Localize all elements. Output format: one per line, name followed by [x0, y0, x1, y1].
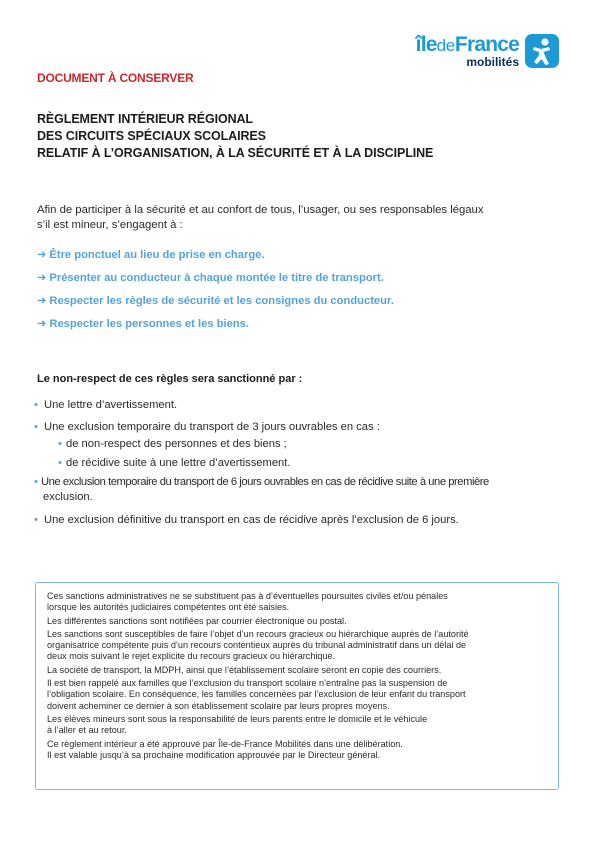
- info-line: La société de transport, la MDPH, ainsi que l’établissement scolaire seront en copie des courriers.: [47, 664, 442, 675]
- rule-text: Respecter les personnes et les biens.: [49, 318, 249, 330]
- info-line: Il est valable jusqu’à sa prochaine modification approuvée par le Directeur général.: [47, 749, 381, 760]
- sanction-subitem-text: de récidive suite à une lettre d’avertissement.: [66, 456, 291, 469]
- info-paragraph: [47, 739, 546, 762]
- sanction-text: Une lettre d’avertissement.: [44, 399, 178, 411]
- info-line: lorsque les autorités judiciaires compétentes ont été saisies.: [47, 602, 290, 613]
- info-line: à l’aller et au retour.: [47, 725, 127, 736]
- info-line: Les différentes sanctions sont notifiées par courrier électronique ou postal.: [47, 615, 347, 626]
- sanctions-heading: Le non-respect de ces règles sera sanctionné par :: [37, 373, 303, 385]
- bullet-icon: •: [34, 420, 38, 433]
- rule-item: [37, 247, 394, 270]
- sanction-text: Une exclusion temporaire du transport de 6 jours ouvrables en cas de récidive suite à une première: [41, 476, 489, 488]
- info-paragraph: [47, 629, 546, 663]
- rule-text: Respecter les règles de sécurité et les consignes du conducteur.: [49, 295, 394, 307]
- logo-wordmark: [416, 34, 519, 69]
- info-line: l’obligation scolaire. En conséquence, les familles concernées par l’exclusion de leur enfant du transport: [47, 689, 466, 700]
- info-line: Ces sanctions administratives ne se substituent pas à d’éventuelles poursuites civiles et/ou pénales: [47, 591, 448, 601]
- rule-text: Être ponctuel au lieu de prise en charge.: [49, 249, 265, 261]
- bullet-icon: •: [34, 399, 38, 411]
- info-line: Ce règlement intérieur a été approuvé par Île-de-France Mobilités dans une délibération.: [47, 738, 403, 749]
- rule-item: [37, 293, 394, 316]
- info-line: organisatrice compétente puis d’un recours contentieux auprès du tribunal administratif dans un délai de: [47, 640, 467, 651]
- rules-list: [37, 247, 394, 339]
- sanction-item: [34, 475, 564, 504]
- info-line: Les élèves mineurs sont sous la responsabilité de leurs parents entre le domicile et le véhicule: [47, 713, 428, 724]
- sanction-subitem: [34, 456, 564, 471]
- sanction-item: [34, 513, 564, 528]
- sanction-text-continued: exclusion.: [43, 490, 93, 503]
- bullet-icon: •: [58, 438, 62, 450]
- title-line-3: RELATIF À L’ORGANISATION, À LA SÉCURITÉ ET À LA DISCIPLINE: [37, 146, 434, 160]
- legal-info-box: [35, 582, 559, 790]
- arrow-right-icon: ➜: [37, 249, 47, 261]
- sanctions-list: [34, 398, 564, 528]
- sanction-text: Une exclusion définitive du transport en cas de récidive après l’exclusion de 6 jours.: [44, 514, 459, 526]
- logo-mobilites: mobilités: [466, 55, 519, 69]
- info-line: doivent acheminer ce dernier à son établissement scolaire par leurs propres moyens.: [47, 700, 390, 711]
- title-line-2: DES CIRCUITS SPÉCIAUX SCOLAIRES: [37, 129, 266, 143]
- intro-line-1: Afin de participer à la sécurité et au confort de tous, l’usager, ou ses responsables légaux: [37, 204, 484, 216]
- intro-paragraph: [37, 203, 567, 232]
- info-line: Il est bien rappelé aux familles que l’exclusion du transport scolaire n’entraîne pas la suspension de: [47, 678, 448, 689]
- logo-de: de: [436, 36, 455, 55]
- sanction-text: Une exclusion temporaire du transport de 3 jours ouvrables en cas :: [44, 420, 380, 433]
- bullet-icon: •: [34, 476, 38, 488]
- bullet-icon: •: [34, 514, 38, 526]
- intro-line-2: s’il est mineur, s’engagent à :: [37, 218, 183, 231]
- rule-item: [37, 316, 394, 339]
- ile-de-france-mobilites-logo: [389, 34, 559, 74]
- sanction-item: [34, 398, 564, 413]
- sanction-subitem: [34, 437, 564, 452]
- info-paragraph: [47, 678, 546, 712]
- arrow-right-icon: ➜: [37, 295, 47, 307]
- bullet-icon: •: [58, 456, 62, 469]
- pedestrian-icon: [525, 34, 559, 68]
- info-line: Les sanctions sont susceptibles de faire l’objet d’un recours gracieux ou hiérarchique auprès de l’autorité: [47, 628, 469, 639]
- rule-text: Présenter au conducteur à chaque montée le titre de transport.: [49, 272, 384, 284]
- title-line-1: RÈGLEMENT INTÉRIEUR RÉGIONAL: [37, 112, 253, 126]
- document-label: DOCUMENT À CONSERVER: [37, 71, 194, 85]
- info-paragraph: [47, 591, 546, 614]
- info-line: deux mois suivant le rejet explicite du recours gracieux ou hiérarchique.: [47, 651, 336, 662]
- info-paragraph: [47, 616, 546, 627]
- info-paragraph: [47, 714, 546, 737]
- info-paragraph: [47, 665, 546, 676]
- arrow-right-icon: ➜: [37, 318, 47, 330]
- logo-ile: île: [415, 33, 437, 56]
- page-title: [37, 111, 433, 162]
- arrow-right-icon: ➜: [37, 272, 47, 284]
- rule-item: [37, 270, 394, 293]
- sanction-item: [34, 420, 564, 435]
- sanction-subitem-text: de non-respect des personnes et des biens ;: [66, 438, 287, 450]
- logo-france: France: [454, 33, 519, 56]
